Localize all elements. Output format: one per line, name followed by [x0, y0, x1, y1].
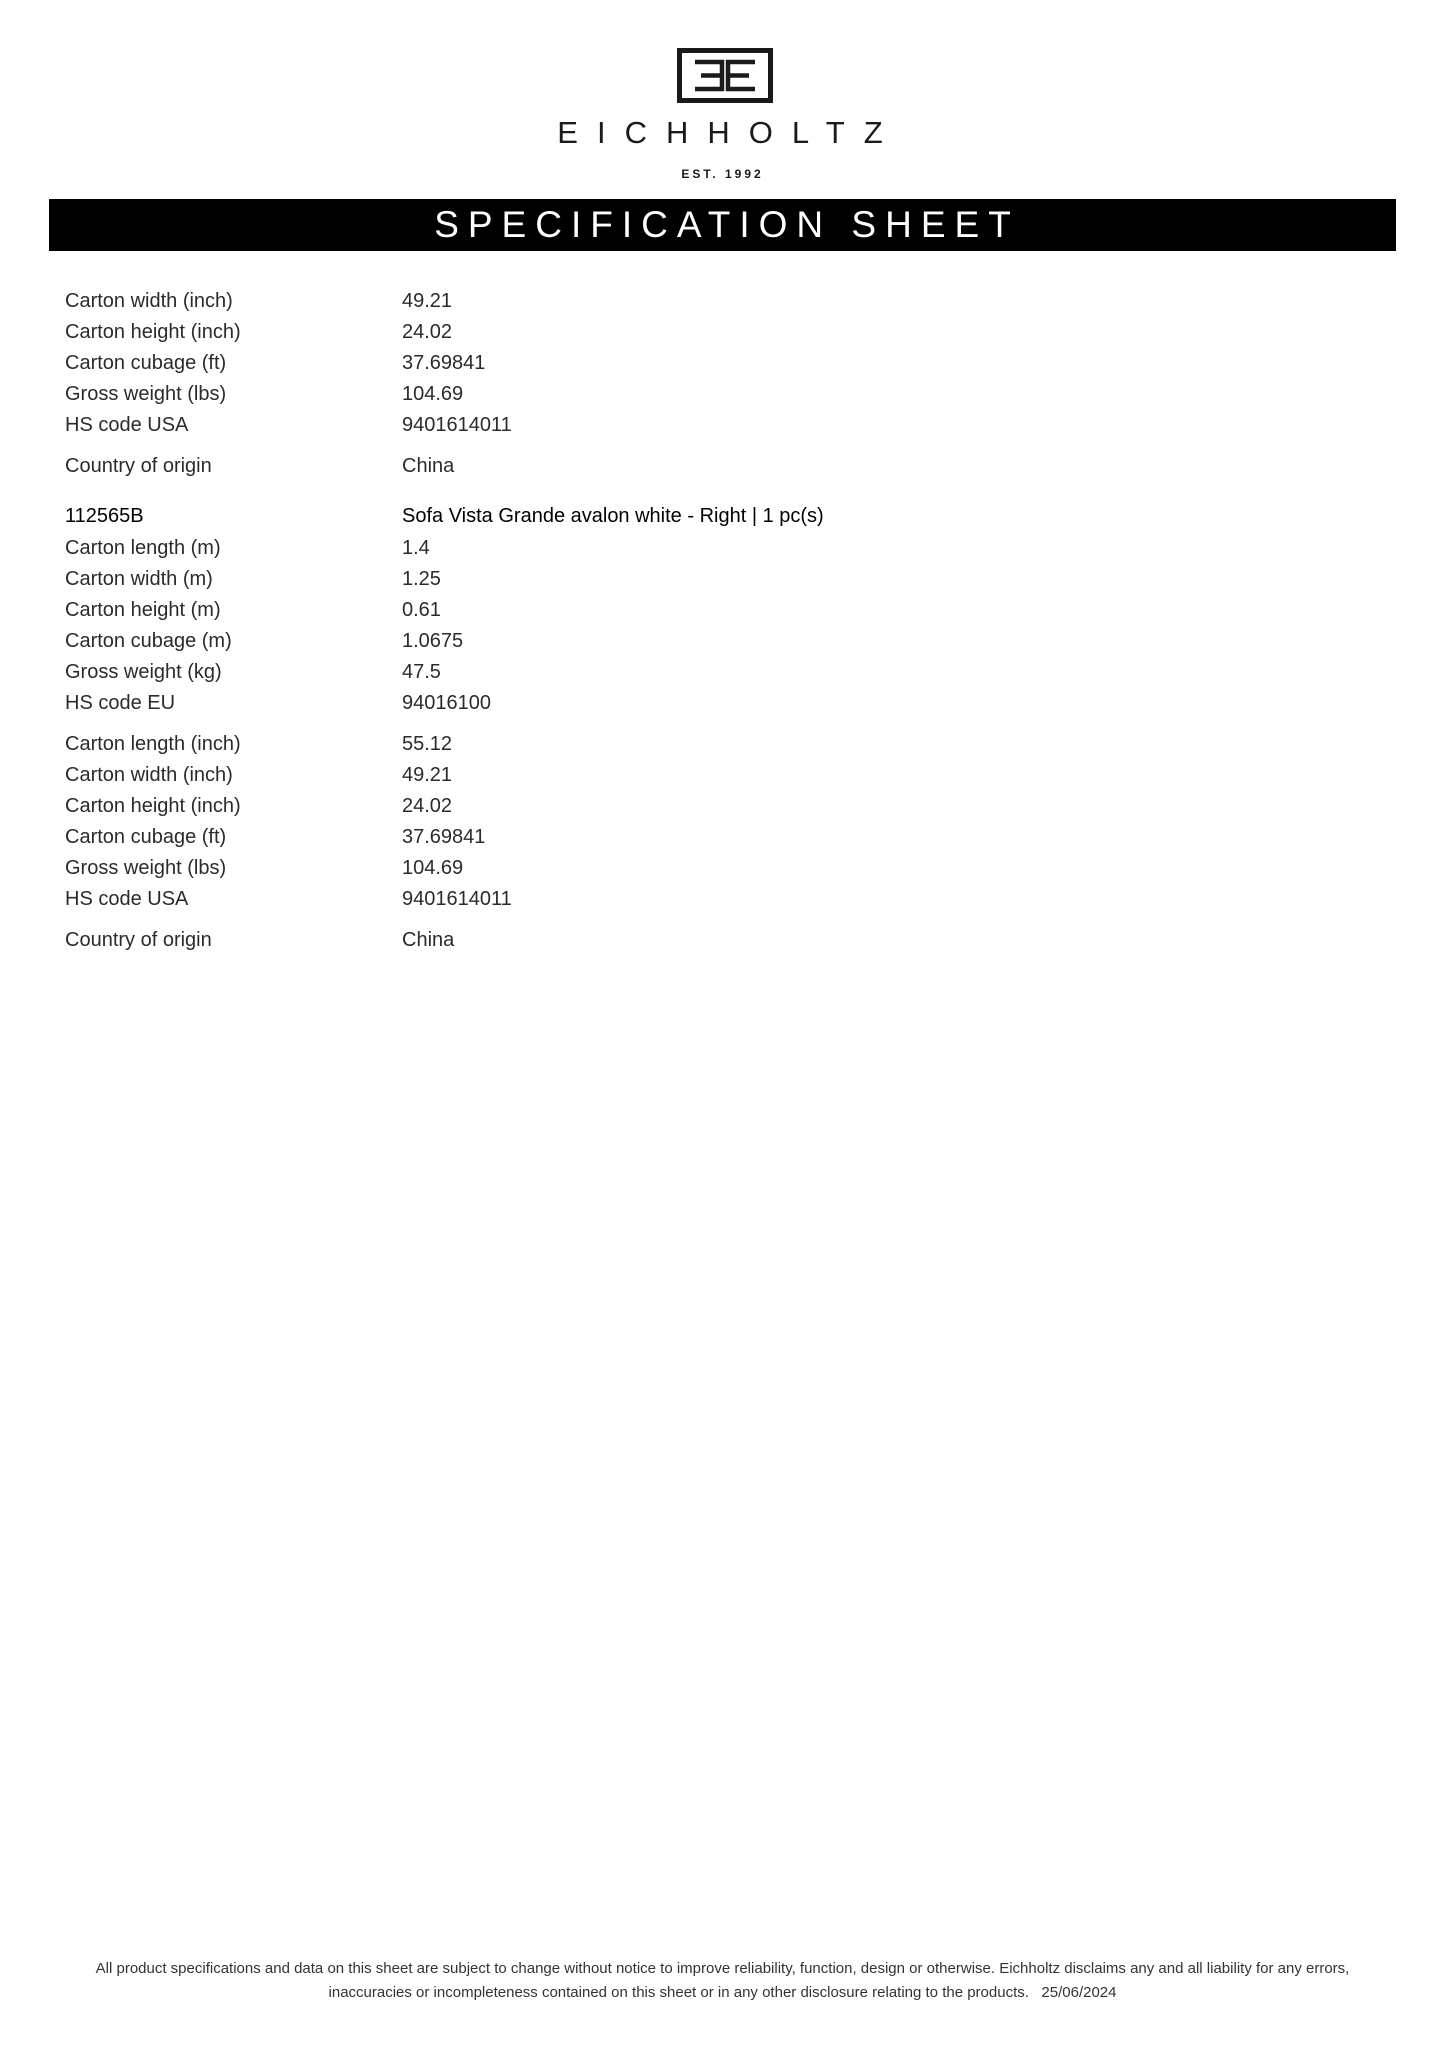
spec-value: 104.69: [402, 383, 464, 405]
spec-label: Carton length (inch): [65, 733, 241, 755]
spec-group-imperial: [65, 729, 1365, 915]
spec-group-imperial-top: [65, 286, 1365, 441]
specifications: [65, 286, 1365, 956]
spec-row: [65, 822, 1365, 853]
spec-row: [65, 564, 1365, 595]
spec-row: [65, 533, 1365, 564]
spec-value: 0.61: [402, 599, 441, 621]
spec-label: Carton height (m): [65, 599, 221, 621]
spec-label: Carton width (inch): [65, 764, 233, 786]
product-code: 112565B: [65, 505, 144, 527]
spec-value: 55.12: [402, 733, 453, 755]
spec-row: [65, 853, 1365, 884]
spec-value: 24.02: [402, 321, 453, 343]
eichholtz-logo-icon: [677, 48, 773, 103]
brand-established: EST. 1992: [681, 167, 764, 181]
spec-label: HS code EU: [65, 692, 176, 714]
spec-value: 1.0675: [402, 630, 464, 652]
spec-label: Country of origin: [65, 455, 212, 477]
brand-name: EICHHOLTZ: [557, 115, 902, 150]
spec-value: 49.21: [402, 290, 453, 312]
spec-label: Carton cubage (ft): [65, 352, 227, 374]
spec-value: 49.21: [402, 764, 453, 786]
spec-value: 1.4: [402, 537, 430, 559]
title-bar: [49, 199, 1396, 251]
spec-label: Carton height (inch): [65, 795, 241, 817]
spec-label: Gross weight (lbs): [65, 383, 227, 405]
spec-row: [65, 657, 1365, 688]
disclaimer-line-2: inaccuracies or incompleteness contained on this sheet or in any other disclosure relating to the products. 25/06/2024: [328, 1984, 1117, 2001]
spec-row: [65, 884, 1365, 915]
spec-value: 1.25: [402, 568, 441, 590]
spec-row: [65, 410, 1365, 441]
origin-row: [65, 925, 1365, 956]
product-description: Sofa Vista Grande avalon white - Right | 1 pc(s): [402, 505, 824, 527]
spec-row: [65, 791, 1365, 822]
spec-value: 94016100: [402, 692, 491, 714]
spec-value: 104.69: [402, 857, 464, 879]
spec-label: Country of origin: [65, 929, 212, 951]
spacer: [65, 915, 1365, 925]
spec-row: [65, 348, 1365, 379]
product-header-row: [65, 500, 1365, 533]
spec-row: [65, 595, 1365, 626]
spec-row: [65, 760, 1365, 791]
spec-label: HS code USA: [65, 888, 189, 910]
disclaimer-footer: [40, 1957, 1405, 2005]
spec-label: Carton cubage (ft): [65, 826, 227, 848]
document-header: [0, 0, 1445, 185]
spec-row: [65, 688, 1365, 719]
disclaimer-line-1: All product specifications and data on this sheet are subject to change without notice to improve reliability, function, design or otherwise. Eichholtz disclaims any and all liability for any errors,: [95, 1960, 1350, 1977]
spec-value: 37.69841: [402, 352, 486, 374]
spec-value: 47.5: [402, 661, 441, 683]
spec-label: Carton height (inch): [65, 321, 241, 343]
spec-value: 37.69841: [402, 826, 486, 848]
spec-value: 24.02: [402, 795, 453, 817]
spec-row: [65, 286, 1365, 317]
spec-row: [65, 317, 1365, 348]
spec-group-metric: [65, 533, 1365, 719]
spacer: [65, 719, 1365, 729]
spacer: [65, 441, 1365, 451]
origin-row: [65, 451, 1365, 482]
spec-label: Carton length (m): [65, 537, 221, 559]
spec-row: [65, 379, 1365, 410]
spec-label: HS code USA: [65, 414, 189, 436]
spec-value: China: [402, 929, 455, 951]
spec-row: [65, 626, 1365, 657]
spec-label: Carton cubage (m): [65, 630, 232, 652]
spec-value: 9401614011: [402, 414, 512, 436]
spacer: [65, 482, 1365, 500]
spec-value: China: [402, 455, 455, 477]
page-title: SPECIFICATION SHEET: [434, 204, 1020, 245]
spec-value: 9401614011: [402, 888, 512, 910]
spec-label: Gross weight (lbs): [65, 857, 227, 879]
spec-row: [65, 729, 1365, 760]
spec-label: Carton width (m): [65, 568, 213, 590]
spec-label: Carton width (inch): [65, 290, 233, 312]
spec-label: Gross weight (kg): [65, 661, 222, 683]
